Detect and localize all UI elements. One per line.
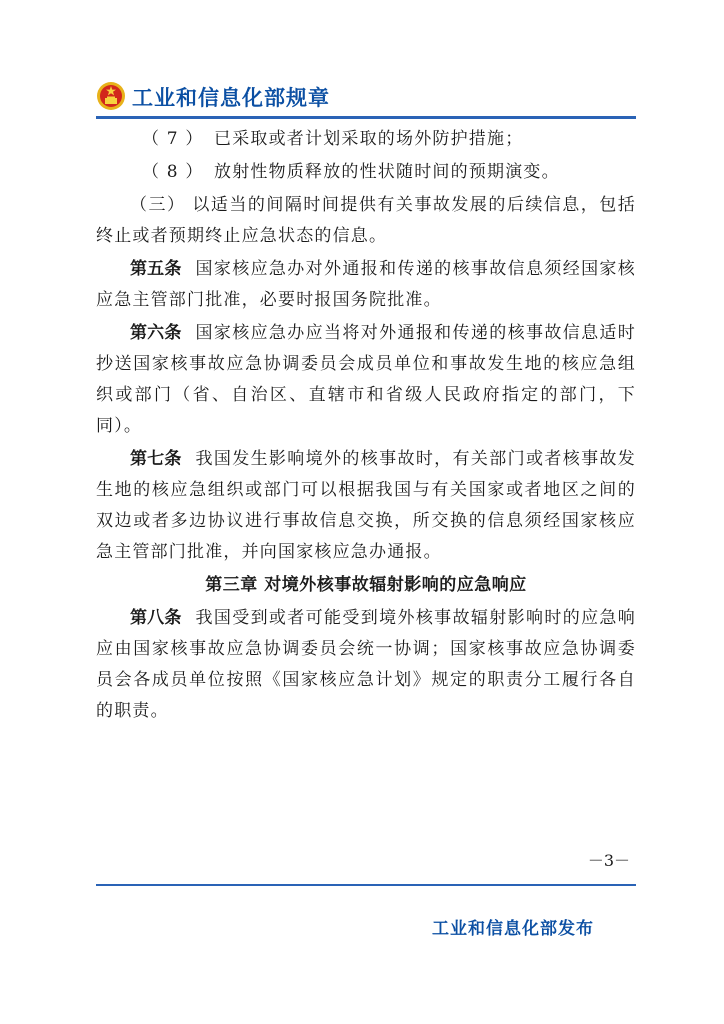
item-text: 已采取或者计划采取的场外防护措施； [214,129,524,149]
list-item [96,124,636,155]
footer-divider [96,884,636,886]
list-item [96,157,636,188]
article-text: 国家核应急办应当将对外通报和传递的核事故信息适时抄送国家核事故应急协调委员会成员单位和事故发生地的核应急组织或部门（省、自治区、直辖市和省级人民政府指定的部门，下同）。 [96,323,636,436]
page-number: －3－ [587,851,630,870]
article-text: 国家核应急办对外通报和传递的核事故信息须经国家核应急主管部门批准，必要时报国务院批准。 [96,259,636,310]
article-text: 我国受到或者可能受到境外核事故辐射影响时的应急响应由国家核事故应急协调委员会统一协调；国家核事故应急协调委员会各成员单位按照《国家核应急计划》规定的职责分工履行各自的职责。 [96,608,636,721]
national-emblem-icon [96,81,126,111]
article-7 [96,444,636,568]
article-text: 我国发生影响境外的核事故时，有关部门或者核事故发生地的核应急组织或部门可以根据我国与有关国家或者地区之间的双边或者多边协议进行事故信息交换，所交换的信息须经国家核应急主管部门批准，并向国家核应急办通报。 [96,449,636,562]
page-header [96,78,636,120]
document-body [96,124,636,729]
section-number: （三） [130,195,186,215]
header-title: 工业和信息化部规章 [132,86,330,110]
article-6 [96,318,636,442]
section-text: 以适当的间隔时间提供有关事故发展的后续信息，包括终止或者预期终止应急状态的信息。 [96,195,636,246]
section-three [96,190,636,252]
article-5 [96,254,636,316]
footer-publisher: 工业和信息化部发布 [432,919,594,939]
header-divider [96,116,636,119]
article-label: 第六条 [130,323,182,343]
chapter-heading: 第三章 对境外核事故辐射影响的应急响应 [205,575,527,595]
article-8 [96,603,636,727]
article-label: 第五条 [130,259,182,279]
article-label: 第八条 [130,608,182,628]
item-text: 放射性物质释放的性状随时间的预期演变。 [214,162,560,182]
item-number: （ 8 ） [142,162,204,182]
item-number: （ 7 ） [142,129,204,149]
article-label: 第七条 [130,449,182,469]
